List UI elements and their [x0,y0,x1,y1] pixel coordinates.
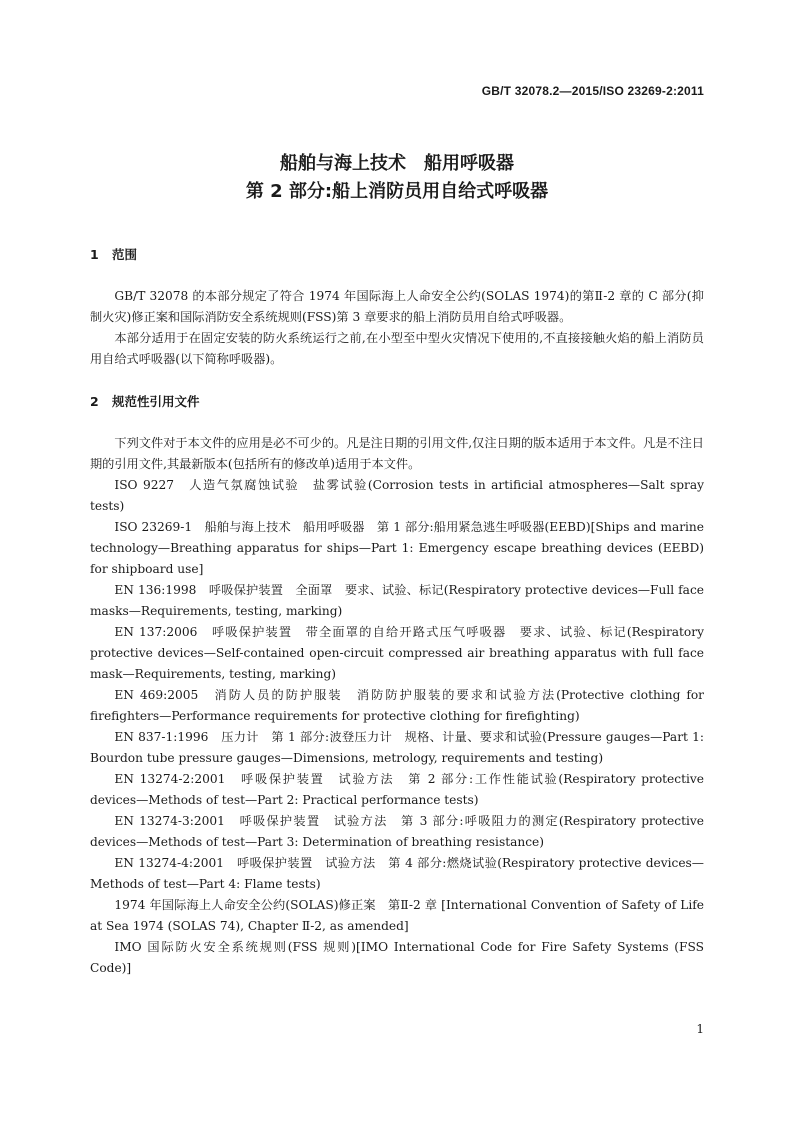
reference-item: IMO 国际防火安全系统规则(FSS 规则)[IMO International Code for Fire Safety Systems (FSS Code)] [90,940,704,975]
page-number: 1 [696,1022,704,1036]
title-line-1: 船舶与海上技术 船用呼吸器 [280,153,514,174]
section-heading [90,391,704,412]
section-number: 1 [90,247,99,262]
reference-item: EN 13274-2:2001 呼吸保护装置 试验方法 第 2 部分:工作性能试验(Respiratory protective devices—Methods of test—Part 2: Practical performance tests) [90,772,704,807]
section-title: 规范性引用文件 [112,394,200,409]
paragraph: GB/T 32078 的本部分规定了符合 1974 年国际海上人命安全公约(SOLAS 1974)的第Ⅱ-2 章的 C 部分(抑制火灾)修正案和国际消防安全系统规则(FSS)第 3 章要求的船上消防员用自给式呼吸器。 [90,289,704,324]
title-line-2: 第 2 部分:船上消防员用自给式呼吸器 [245,181,549,202]
reference-item: 1974 年国际海上人命安全公约(SOLAS)修正案 第Ⅱ-2 章 [International Convention of Safety of Life at Sea 1974 (SOLAS 74), Chapter Ⅱ-2, as amended] [90,898,704,933]
document-body [90,244,704,979]
reference-list [90,475,704,979]
reference-item: EN 13274-4:2001 呼吸保护装置 试验方法 第 4 部分:燃烧试验(Respiratory protective devices—Methods of test—Part 4: Flame tests) [90,856,704,891]
section-number: 2 [90,394,99,409]
section-heading [90,244,704,265]
reference-item: EN 837-1:1996 压力计 第 1 部分:波登压力计 规格、计量、要求和试验(Pressure gauges—Part 1: Bourdon tube pressure gauges—Dimensions, metrology, requirements and testing) [90,730,704,765]
section-scope [90,244,704,370]
reference-item: ISO 9227 人造气氛腐蚀试验 盐雾试验(Corrosion tests in artificial atmospheres—Salt spray tests) [90,478,704,513]
reference-item: EN 13274-3:2001 呼吸保护装置 试验方法 第 3 部分:呼吸阻力的测定(Respiratory protective devices—Methods of test—Part 3: Determination of breathing resistance) [90,814,704,849]
document-title [0,150,794,206]
paragraph: 下列文件对于本文件的应用是必不可少的。凡是注日期的引用文件,仅注日期的版本适用于本文件。凡是不注日期的引用文件,其最新版本(包括所有的修改单)适用于本文件。 [90,436,704,471]
reference-item: EN 136:1998 呼吸保护装置 全面罩 要求、试验、标记(Respiratory protective devices—Full face masks—Requirements, testing, marking) [90,583,704,618]
section-normative-references [90,391,704,979]
reference-item: ISO 23269-1 船舶与海上技术 船用呼吸器 第 1 部分:船用紧急逃生呼吸器(EEBD)[Ships and marine technology—Breathing apparatus for ships—Part 1: Emergency escape breathing devices (EEBD) for shipboard use] [90,520,704,576]
section-title: 范围 [112,247,138,262]
reference-item: EN 137:2006 呼吸保护装置 带全面罩的自给开路式压气呼吸器 要求、试验、标记(Respiratory protective devices—Self-contained open-circuit compressed air breathing apparatus with full face mask—Requirements, testing, marking) [90,625,704,681]
header-code: GB/T 32078.2—2015/ISO 23269-2:2011 [481,84,704,98]
reference-item: EN 469:2005 消防人员的防护服装 消防防护服装的要求和试验方法(Protective clothing for firefighters—Performance requirements for protective clothing for firefighting) [90,688,704,723]
paragraph: 本部分适用于在固定安装的防火系统运行之前,在小型至中型火灾情况下使用的,不直接接触火焰的船上消防员用自给式呼吸器(以下简称呼吸器)。 [90,331,704,366]
